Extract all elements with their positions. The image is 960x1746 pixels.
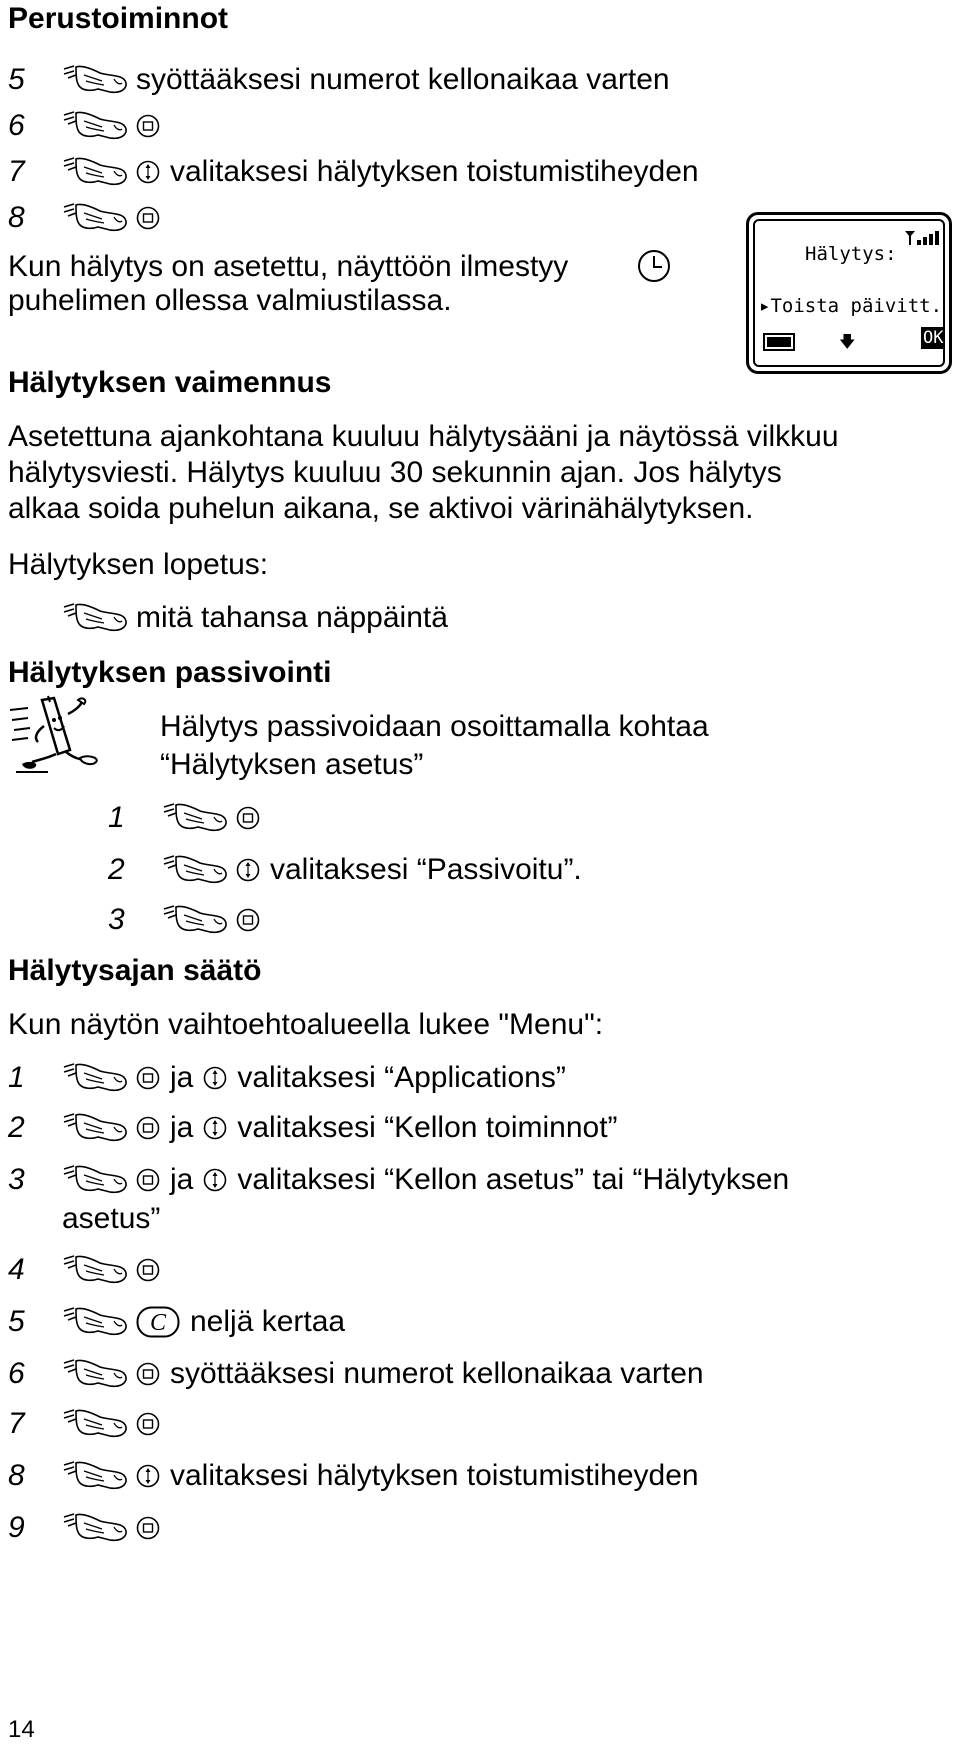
keypress-hand-icon — [62, 1357, 132, 1391]
adjust-step-3-continuation: asetus” — [62, 1202, 161, 1235]
keypress-hand-icon — [62, 201, 132, 235]
adjust-intro: Kun näytön vaihtoehtoalueella lukee "Menu": — [8, 1008, 604, 1041]
keypress-hand-icon — [62, 109, 132, 143]
step-text: neljä kertaa — [190, 1305, 346, 1338]
scroll-down-arrow-icon: 🡇 — [839, 332, 856, 351]
step-text: valitaksesi hälytyksen toistumistiheyden — [170, 155, 699, 188]
keypress-hand-icon — [62, 155, 132, 189]
alarm-set-text-1: Kun hälytys on asetettu, näyttöön ilmestyy — [8, 250, 569, 283]
keypress-hand-icon — [162, 801, 232, 835]
select-key-icon — [136, 1258, 160, 1282]
adjust-step-3 — [8, 1160, 789, 1200]
step-number: 8 — [8, 1459, 25, 1492]
scroll-key-icon — [203, 1168, 227, 1192]
select-key-icon — [236, 908, 260, 932]
stop-label: Hälytyksen lopetus: — [8, 548, 269, 581]
adjust-step-2 — [8, 1108, 618, 1148]
phone-mascot-icon — [8, 692, 104, 776]
keypress-hand-icon — [62, 1511, 132, 1545]
keypress-hand-icon — [62, 1111, 132, 1145]
deactivate-note-2: “Hälytyksen asetus” — [160, 748, 424, 781]
keypress-hand-icon — [162, 853, 232, 887]
adjust-step-6 — [8, 1354, 704, 1394]
step-number: 6 — [8, 1357, 25, 1390]
step-number: 7 — [8, 1407, 25, 1440]
adjust-step-4 — [8, 1250, 170, 1290]
select-key-icon — [136, 1116, 160, 1140]
stop-action-row — [62, 598, 448, 638]
svg-text:C: C — [149, 1310, 167, 1336]
display-option — [759, 295, 942, 317]
step-number: 8 — [8, 201, 25, 234]
step-ja: ja — [170, 1061, 194, 1094]
select-key-icon — [136, 1412, 160, 1436]
step-number: 5 — [8, 1305, 25, 1338]
step-text: valitaksesi hälytyksen toistumistiheyden — [170, 1459, 699, 1492]
step-number: 2 — [8, 1111, 25, 1144]
keypress-hand-icon — [162, 903, 232, 937]
clock-icon — [636, 248, 672, 284]
deactivate-note-1: Hälytys passivoidaan osoittamalla kohtaa — [160, 710, 709, 743]
step-text: valitaksesi “Applications” — [237, 1061, 566, 1094]
keypress-hand-icon — [62, 1459, 132, 1493]
phone-display-frame — [753, 219, 945, 367]
step-text: syöttääksesi numerot kellonaikaa varten — [136, 63, 670, 96]
step-number: 7 — [8, 155, 25, 188]
adjust-step-5 — [8, 1302, 345, 1342]
step-number: 4 — [8, 1253, 25, 1286]
adjust-step-7 — [8, 1404, 170, 1444]
step-number: 5 — [8, 63, 25, 96]
phone-display — [746, 212, 952, 374]
step-text: valitaksesi “Passivoitu”. — [270, 853, 582, 886]
step-row-8 — [8, 198, 170, 238]
step-text: syöttääksesi numerot kellonaikaa varten — [170, 1357, 704, 1390]
keypress-hand-icon — [62, 63, 132, 97]
step-row-5 — [8, 60, 670, 100]
keypress-hand-icon — [62, 1407, 132, 1441]
step-number: 6 — [8, 109, 25, 142]
select-key-icon — [136, 1066, 160, 1090]
select-key-icon — [136, 1168, 160, 1192]
step-number: 9 — [8, 1511, 25, 1544]
deactivate-step-1 — [108, 798, 270, 838]
step-ja: ja — [170, 1163, 194, 1196]
silence-para-line-1: Asetettuna ajankohtana kuuluu hälytysääni ja näytössä vilkkuu — [8, 420, 839, 453]
softkey-ok: OK — [923, 328, 944, 348]
keypress-hand-icon — [62, 1061, 132, 1095]
silence-para-line-2: hälytysviesti. Hälytys kuuluu 30 sekunnin ajan. Jos hälytys — [8, 456, 782, 489]
keypress-hand-icon — [62, 601, 132, 635]
scroll-key-icon — [203, 1116, 227, 1140]
section-title: Perustoiminnot — [8, 2, 229, 35]
scroll-key-icon — [136, 160, 160, 184]
page-number: 14 — [8, 1716, 35, 1743]
keypress-hand-icon — [62, 1163, 132, 1197]
display-title: Hälytys: — [805, 243, 897, 265]
deactivate-step-2 — [108, 850, 582, 890]
select-key-icon — [236, 806, 260, 830]
step-number: 1 — [8, 1061, 25, 1094]
adjust-step-8 — [8, 1456, 699, 1496]
step-number: 1 — [108, 801, 125, 834]
adjust-step-1 — [8, 1058, 566, 1098]
heading-deactivate: Hälytyksen passivointi — [8, 656, 332, 689]
scroll-key-icon — [203, 1066, 227, 1090]
heading-adjust: Hälytysajan säätö — [8, 954, 262, 987]
step-text: valitaksesi “Kellon asetus” tai “Hälytyksen — [237, 1163, 790, 1196]
step-number: 3 — [108, 903, 125, 936]
step-text: valitaksesi “Kellon toiminnot” — [237, 1111, 618, 1144]
alarm-set-text-2: puhelimen ollessa valmiustilassa. — [8, 284, 452, 317]
silence-para-line-3: alkaa soida puhelun aikana, se aktivoi värinähälytyksen. — [8, 492, 754, 525]
keypress-hand-icon — [62, 1305, 132, 1339]
scroll-key-icon — [236, 858, 260, 882]
heading-silence: Hälytyksen vaimennus — [8, 366, 332, 399]
step-ja: ja — [170, 1111, 194, 1144]
scroll-key-icon — [136, 1464, 160, 1488]
select-key-icon — [136, 114, 160, 138]
step-row-7 — [8, 152, 699, 192]
signal-strength-icon — [903, 229, 943, 245]
step-row-6 — [8, 106, 170, 146]
selection-arrow-icon: ▸ — [759, 295, 771, 317]
keypress-hand-icon — [62, 1253, 132, 1287]
select-key-icon — [136, 1516, 160, 1540]
select-key-icon — [136, 1362, 160, 1386]
step-number: 3 — [8, 1163, 25, 1196]
battery-icon — [763, 333, 795, 351]
step-number: 2 — [108, 853, 125, 886]
select-key-icon — [136, 206, 160, 230]
deactivate-step-3 — [108, 900, 270, 940]
stop-action-text: mitä tahansa näppäintä — [136, 601, 448, 634]
display-option-label: Toista päivitt. — [770, 295, 943, 317]
clear-key-icon — [136, 1306, 180, 1338]
adjust-step-9 — [8, 1508, 170, 1548]
